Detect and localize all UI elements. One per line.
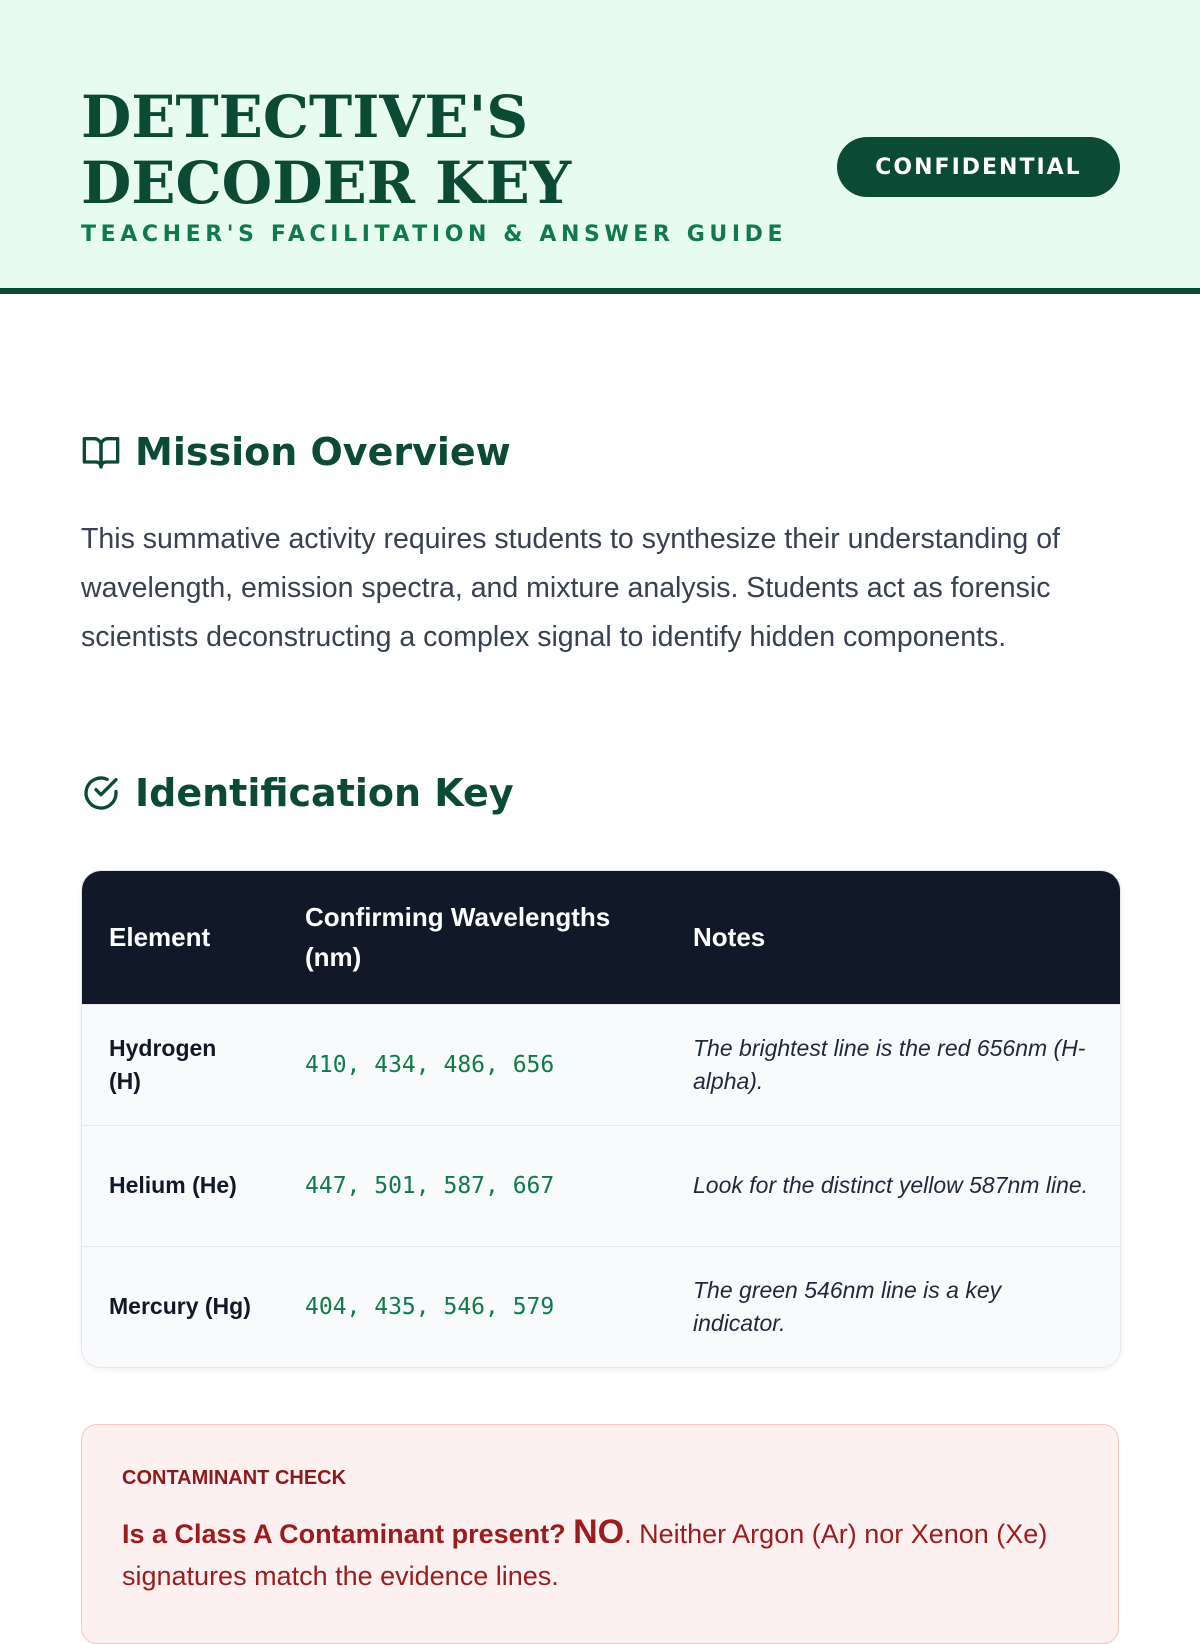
wavelengths-cell: 410, 434, 486, 656 <box>305 1051 555 1078</box>
table-row <box>82 1125 1120 1246</box>
column-header-wavelengths: Confirming Wavelengths (nm) <box>305 902 611 973</box>
identification-table <box>81 870 1121 1368</box>
element-cell: Mercury (Hg) <box>109 1293 251 1320</box>
table-row <box>82 1004 1120 1125</box>
column-header-element: Element <box>109 922 211 953</box>
wavelengths-cell: 404, 435, 546, 579 <box>305 1293 555 1320</box>
open-book-icon <box>81 432 121 472</box>
contaminant-answer: NO <box>573 1513 625 1551</box>
contaminant-check-text <box>122 1511 1092 1597</box>
element-cell: Helium (He) <box>109 1172 237 1198</box>
element-cell: Hydrogen (H) <box>109 1034 217 1094</box>
notes-cell: Look for the distinct yellow 587nm line. <box>693 1172 1089 1198</box>
mission-overview-heading <box>81 430 511 474</box>
check-circle-icon <box>81 773 121 813</box>
table-row <box>82 1246 1120 1367</box>
table-header-row <box>82 871 1120 1004</box>
section-title: Mission Overview <box>135 430 511 474</box>
column-header-notes: Notes <box>693 922 766 953</box>
notes-cell: The green 546nm line is a key indicator. <box>693 1276 1002 1336</box>
notes-cell: The brightest line is the red 656nm (H-alpha). <box>693 1034 1086 1094</box>
wavelengths-cell: 447, 501, 587, 667 <box>305 1172 555 1199</box>
contaminant-check-label: CONTAMINANT CHECK <box>122 1467 347 1489</box>
page-title: DETECTIVE'S DECODER KEY <box>81 83 572 217</box>
contaminant-question: Is a Class A Contaminant present? <box>122 1519 566 1549</box>
identification-key-heading <box>81 771 514 815</box>
contaminant-check-box <box>81 1424 1119 1644</box>
contaminant-explanation: . Neither Argon (Ar) nor Xenon (Xe) signatures match the evidence lines. <box>122 1519 1048 1591</box>
page-subtitle: TEACHER'S FACILITATION & ANSWER GUIDE <box>81 222 788 247</box>
section-title: Identification Key <box>135 771 514 815</box>
confidential-badge: CONFIDENTIAL <box>837 137 1120 197</box>
mission-overview-text: This summative activity requires students to synthesize their understanding of wavelength, emission spectra, and mixture analysis. Students act as forensic scientists deconstructing a complex signal to identify hidden components. <box>81 523 1060 653</box>
page-header <box>0 0 1200 294</box>
